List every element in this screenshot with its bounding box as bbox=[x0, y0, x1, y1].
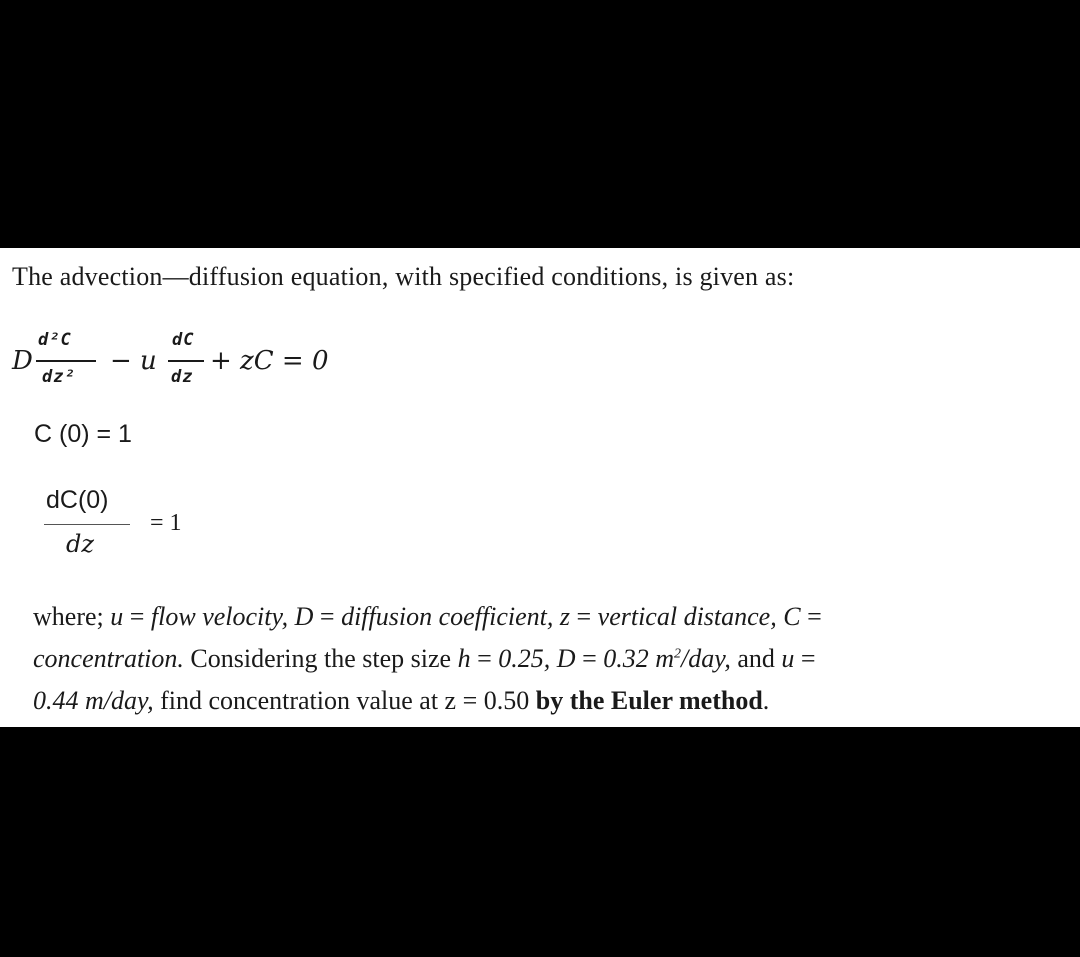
text-h: h bbox=[457, 644, 471, 673]
text-h-value: 0.25, D bbox=[498, 644, 576, 673]
text-eq: = bbox=[569, 602, 598, 631]
text-considering: Considering the step size bbox=[183, 644, 458, 673]
initial-condition: C (0) = 1 bbox=[34, 420, 132, 448]
text-eq: = bbox=[313, 602, 342, 631]
text-eq: = bbox=[123, 602, 151, 631]
text-vertical-distance: vertical distance, C bbox=[597, 602, 801, 631]
text-concentration: concentration. bbox=[33, 644, 184, 673]
text-superscript: 2 bbox=[674, 646, 682, 662]
eq-bar2 bbox=[168, 360, 204, 362]
eq-rest: + zC = 0 bbox=[210, 346, 329, 376]
para-line-1 bbox=[33, 596, 1043, 638]
dc0-rhs: = 1 bbox=[150, 510, 182, 536]
text-and: and bbox=[730, 644, 782, 673]
problem-paragraph bbox=[33, 596, 1043, 722]
intro-text: The advection—diffusion equation, with specified conditions, is given as: bbox=[12, 262, 795, 291]
para-line-3 bbox=[33, 680, 1043, 722]
eq-u: u bbox=[140, 346, 157, 376]
document-panel bbox=[0, 248, 1080, 727]
text-eq: = bbox=[575, 644, 604, 673]
eq-bar1 bbox=[36, 360, 96, 362]
para-line-2 bbox=[33, 638, 1043, 680]
text-u: u bbox=[781, 644, 795, 673]
text-period: . bbox=[762, 686, 770, 715]
advection-diffusion-equation bbox=[12, 328, 392, 392]
dc0-fraction-bar bbox=[44, 524, 130, 525]
text-flow-velocity: flow velocity, D bbox=[150, 602, 314, 631]
text-unit: /day, bbox=[681, 644, 731, 673]
dc0-denominator: dz bbox=[66, 530, 95, 558]
eq-num1: d²C bbox=[38, 330, 72, 350]
eq-D: D bbox=[12, 346, 33, 376]
eq-den1: dz² bbox=[42, 367, 76, 387]
text-eq: = bbox=[800, 602, 822, 631]
text-where: where; bbox=[33, 602, 111, 631]
text-eq: = bbox=[470, 644, 499, 673]
eq-num2: dC bbox=[172, 330, 195, 350]
text-find: find concentration value at z = 0.50 bbox=[153, 686, 536, 715]
dc0-numerator: dC(0) bbox=[46, 486, 109, 514]
text-u: u bbox=[110, 602, 124, 631]
derivative-condition bbox=[40, 486, 220, 566]
eq-den2: dz bbox=[171, 367, 194, 387]
eq-minus: − bbox=[110, 346, 132, 376]
text-diffusion-coefficient: diffusion coefficient, z bbox=[341, 602, 570, 631]
text-d-value: 0.32 m bbox=[603, 644, 675, 673]
text-u-value: 0.44 m/day, bbox=[33, 686, 154, 715]
text-euler-method: by the Euler method bbox=[535, 686, 763, 715]
text-eq: = bbox=[794, 644, 816, 673]
